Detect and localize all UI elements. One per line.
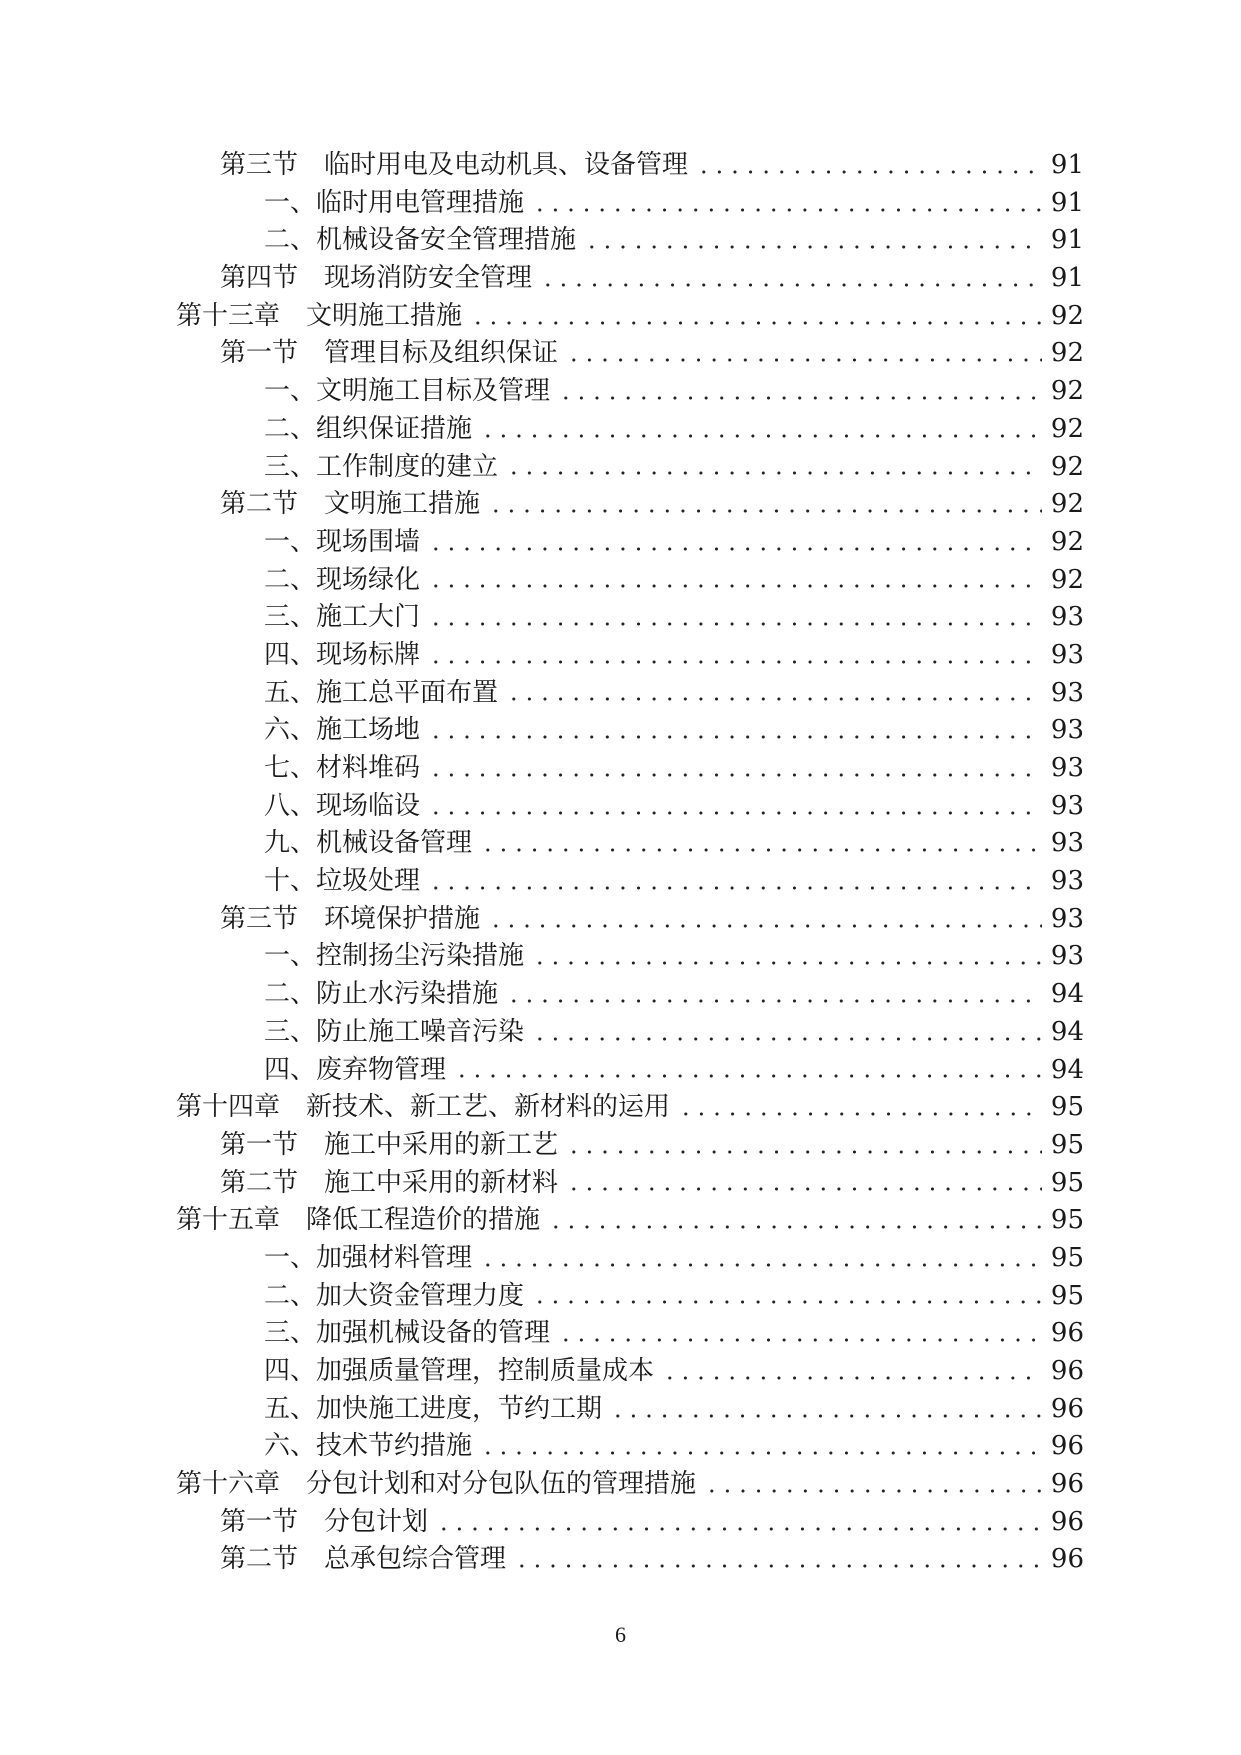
toc-entry[interactable] — [0, 599, 1241, 637]
toc-entry-page: 92 — [1050, 451, 1084, 482]
toc-entry-page: 95 — [1050, 1205, 1084, 1236]
toc-entry-page: 95 — [1050, 1280, 1084, 1311]
toc-entry-page: 96 — [1050, 1506, 1084, 1537]
toc-entry-label: 二、 — [264, 564, 317, 595]
toc-entry-label: 三、 — [264, 602, 317, 633]
toc-entry-title: 加强材料管理 — [316, 1242, 473, 1273]
toc-entry[interactable] — [0, 1353, 1241, 1391]
toc-entry-page: 93 — [1050, 790, 1084, 821]
toc-entry-title: 文明施工目标及管理 — [316, 376, 551, 407]
toc-entry-label: 七、 — [264, 753, 317, 783]
toc-entry-page: 95 — [1050, 1242, 1084, 1273]
toc-entry-page: 96 — [1050, 1431, 1084, 1462]
toc-entry-title: 控制扬尘污染措施 — [316, 941, 525, 972]
toc-entry[interactable] — [0, 222, 1241, 260]
toc-entry-title: 工作制度的建立 — [316, 451, 499, 482]
dot-leader — [480, 1263, 1042, 1267]
dot-leader — [480, 848, 1042, 852]
toc-entry-page: 93 — [1050, 715, 1084, 746]
toc-entry-page: 92 — [1050, 413, 1084, 444]
toc-entry-label: 一、 — [264, 941, 317, 972]
toc-entry-title: 降低工程造价的措施 — [306, 1205, 541, 1236]
toc-entry-title: 防止施工噪音污染 — [316, 1016, 525, 1047]
toc-entry-label: 四、 — [264, 1356, 317, 1386]
toc-entry-label: 五、 — [264, 677, 317, 708]
dot-leader — [436, 1527, 1042, 1531]
toc-entry-label: 八、 — [264, 790, 317, 821]
toc-entry-page: 95 — [1050, 1092, 1084, 1123]
toc-entry-title: 组织保证措施 — [316, 413, 473, 444]
toc-entry-label: 二、 — [264, 1280, 317, 1311]
toc-entry-page: 96 — [1050, 1469, 1084, 1500]
dot-leader — [428, 660, 1042, 664]
toc-entry-label: 一、 — [264, 376, 317, 407]
dot-leader — [558, 1338, 1042, 1342]
toc-entry-title: 现场标牌 — [316, 639, 421, 670]
toc-entry[interactable] — [0, 1541, 1241, 1579]
toc-entry-label: 第一节 — [220, 1129, 299, 1160]
toc-entry-title: 总承包综合管理 — [324, 1544, 507, 1575]
dot-leader — [454, 1074, 1042, 1078]
toc-entry-page: 94 — [1050, 1054, 1084, 1085]
toc-entry[interactable] — [0, 260, 1241, 298]
toc-entry-page: 93 — [1050, 828, 1084, 859]
table-of-contents — [0, 147, 1241, 1579]
dot-leader — [696, 170, 1042, 174]
toc-entry[interactable] — [0, 788, 1241, 826]
toc-entry[interactable] — [0, 1165, 1241, 1203]
dot-leader — [532, 208, 1042, 212]
toc-entry-label: 第一节 — [220, 338, 299, 369]
dot-leader — [548, 1225, 1042, 1229]
toc-entry[interactable] — [0, 411, 1241, 449]
toc-entry-page: 93 — [1050, 602, 1084, 633]
dot-leader — [428, 811, 1042, 815]
dot-leader — [514, 1564, 1042, 1568]
toc-entry-title: 废弃物管理 — [316, 1054, 447, 1085]
toc-entry-label: 三、 — [264, 1016, 317, 1047]
toc-entry-title: 现场临设 — [316, 790, 421, 821]
toc-entry[interactable] — [0, 1391, 1241, 1429]
toc-entry-title: 垃圾处理 — [316, 866, 421, 897]
toc-entry-label: 三、 — [264, 1318, 317, 1349]
toc-entry[interactable] — [0, 1504, 1241, 1542]
dot-leader — [506, 999, 1042, 1003]
toc-entry-page: 92 — [1050, 300, 1084, 331]
dot-leader — [532, 1300, 1042, 1304]
toc-entry[interactable] — [0, 637, 1241, 675]
toc-entry-title: 加强机械设备的管理 — [316, 1318, 551, 1349]
toc-entry[interactable] — [0, 750, 1241, 788]
toc-entry-title: 新技术、新工艺、新材料的运用 — [306, 1092, 671, 1123]
dot-leader — [428, 622, 1042, 626]
dot-leader — [506, 697, 1042, 701]
toc-entry[interactable] — [0, 449, 1241, 487]
toc-entry[interactable] — [0, 976, 1241, 1014]
toc-entry-title: 技术节约措施 — [316, 1431, 473, 1462]
dot-leader — [480, 1451, 1042, 1455]
toc-entry-title: 加快施工进度，节约工期 — [316, 1393, 603, 1424]
toc-entry-title: 文明施工措施 — [324, 489, 481, 520]
toc-entry[interactable] — [0, 524, 1241, 562]
toc-entry-label: 六、 — [264, 715, 317, 746]
dot-leader — [584, 245, 1042, 249]
toc-entry-label: 第三节 — [220, 903, 299, 934]
toc-entry[interactable] — [0, 863, 1241, 901]
toc-entry-label: 第一节 — [220, 1506, 299, 1537]
toc-entry-label: 第二节 — [220, 1167, 299, 1198]
toc-entry-page: 96 — [1050, 1544, 1084, 1575]
dot-leader — [428, 773, 1042, 777]
toc-entry-label: 六、 — [264, 1431, 317, 1462]
toc-entry-label: 一、 — [264, 1242, 317, 1273]
toc-entry[interactable] — [0, 1278, 1241, 1316]
dot-leader — [488, 924, 1042, 928]
dot-leader — [470, 321, 1042, 325]
toc-entry-label: 第十六章 — [176, 1469, 281, 1500]
toc-entry-title: 文明施工措施 — [306, 300, 463, 331]
toc-entry-label: 二、 — [264, 413, 317, 444]
toc-entry[interactable] — [0, 373, 1241, 411]
toc-entry-page: 96 — [1050, 1356, 1084, 1386]
toc-entry-title: 施工场地 — [316, 715, 421, 746]
toc-entry-title: 现场围墙 — [316, 526, 421, 557]
toc-entry-title: 施工中采用的新工艺 — [324, 1129, 559, 1160]
toc-entry-label: 第二节 — [220, 489, 299, 520]
toc-entry-page: 96 — [1050, 1318, 1084, 1349]
toc-entry-page: 93 — [1050, 677, 1084, 708]
dot-leader — [532, 961, 1042, 965]
toc-entry-title: 施工大门 — [316, 602, 421, 633]
toc-entry-title: 施工中采用的新材料 — [324, 1167, 559, 1198]
dot-leader — [566, 358, 1042, 362]
toc-entry-label: 第十四章 — [176, 1092, 281, 1123]
toc-entry-page: 92 — [1050, 338, 1084, 369]
dot-leader — [566, 1150, 1042, 1154]
toc-entry[interactable] — [0, 1052, 1241, 1090]
toc-entry-title: 加大资金管理力度 — [316, 1280, 525, 1311]
toc-entry-page: 92 — [1050, 376, 1084, 407]
toc-entry-title: 临时用电管理措施 — [316, 187, 525, 218]
toc-entry-title: 环境保护措施 — [324, 903, 481, 934]
toc-entry-title: 施工总平面布置 — [316, 677, 499, 708]
toc-entry[interactable] — [0, 562, 1241, 600]
toc-entry-title: 分包计划和对分包队伍的管理措施 — [306, 1469, 697, 1500]
toc-entry-page: 91 — [1050, 187, 1084, 218]
toc-entry-title: 管理目标及组织保证 — [324, 338, 559, 369]
dot-leader — [428, 547, 1042, 551]
toc-entry[interactable] — [0, 712, 1241, 750]
page-number: 6 — [615, 1622, 626, 1647]
toc-entry-label: 二、 — [264, 225, 317, 256]
toc-entry[interactable] — [0, 1428, 1241, 1466]
dot-leader — [428, 886, 1042, 890]
dot-leader — [704, 1489, 1042, 1493]
toc-entry-title: 分包计划 — [324, 1506, 429, 1537]
toc-entry-title: 现场消防安全管理 — [324, 263, 533, 294]
dot-leader — [428, 735, 1042, 739]
toc-entry[interactable] — [0, 1127, 1241, 1165]
toc-entry-page: 93 — [1050, 639, 1084, 670]
toc-entry[interactable] — [0, 185, 1241, 223]
dot-leader — [566, 1187, 1042, 1191]
dot-leader — [610, 1414, 1042, 1418]
toc-entry-title: 加强质量管理，控制质量成本 — [316, 1356, 655, 1386]
toc-entry-page: 95 — [1050, 1167, 1084, 1198]
toc-entry-page: 92 — [1050, 526, 1084, 557]
toc-entry-label: 四、 — [264, 639, 317, 670]
toc-entry-label: 三、 — [264, 451, 317, 482]
toc-entry-label: 第三节 — [220, 150, 299, 180]
toc-entry-page: 93 — [1050, 903, 1084, 934]
dot-leader — [678, 1112, 1042, 1116]
toc-entry-title: 材料堆码 — [316, 753, 421, 783]
toc-entry-label: 一、 — [264, 187, 317, 218]
dot-leader — [540, 283, 1042, 287]
toc-entry-page: 91 — [1050, 263, 1084, 294]
dot-leader — [662, 1376, 1042, 1380]
toc-entry-label: 五、 — [264, 1393, 317, 1424]
toc-entry-page: 96 — [1050, 1393, 1084, 1424]
toc-entry[interactable] — [0, 298, 1241, 336]
dot-leader — [558, 396, 1042, 400]
dot-leader — [428, 584, 1042, 588]
toc-entry-label: 第十五章 — [176, 1205, 281, 1236]
toc-entry[interactable] — [0, 901, 1241, 939]
toc-entry-label: 十、 — [264, 866, 317, 897]
toc-entry-page: 94 — [1050, 1016, 1084, 1047]
toc-entry-page: 93 — [1050, 941, 1084, 972]
toc-entry-page: 93 — [1050, 753, 1084, 783]
toc-entry-page: 95 — [1050, 1129, 1084, 1160]
toc-entry-page: 91 — [1050, 225, 1084, 256]
toc-entry-title: 机械设备安全管理措施 — [316, 225, 577, 256]
dot-leader — [506, 471, 1042, 475]
toc-entry[interactable] — [0, 1466, 1241, 1504]
toc-entry[interactable] — [0, 1089, 1241, 1127]
toc-entry-label: 二、 — [264, 979, 317, 1010]
toc-entry-page: 94 — [1050, 979, 1084, 1010]
toc-entry-page: 93 — [1050, 866, 1084, 897]
toc-entry-title: 防止水污染措施 — [316, 979, 499, 1010]
toc-entry[interactable] — [0, 825, 1241, 863]
toc-entry[interactable] — [0, 938, 1241, 976]
toc-entry-page: 91 — [1050, 150, 1084, 180]
toc-entry[interactable] — [0, 1240, 1241, 1278]
toc-entry-label: 第二节 — [220, 1544, 299, 1575]
dot-leader — [532, 1037, 1042, 1041]
toc-entry-title: 现场绿化 — [316, 564, 421, 595]
toc-entry-page: 92 — [1050, 489, 1084, 520]
toc-entry[interactable] — [0, 335, 1241, 373]
toc-entry-label: 九、 — [264, 828, 317, 859]
toc-entry-title: 临时用电及电动机具、设备管理 — [324, 150, 689, 180]
toc-entry-label: 四、 — [264, 1054, 317, 1085]
toc-entry[interactable] — [0, 147, 1241, 185]
toc-entry[interactable] — [0, 1315, 1241, 1353]
toc-entry-label: 一、 — [264, 526, 317, 557]
toc-entry-label: 第十三章 — [176, 300, 281, 331]
toc-entry[interactable] — [0, 1014, 1241, 1052]
toc-entry[interactable] — [0, 1202, 1241, 1240]
toc-entry-title: 机械设备管理 — [316, 828, 473, 859]
dot-leader — [480, 434, 1042, 438]
toc-entry[interactable] — [0, 486, 1241, 524]
toc-entry-label: 第四节 — [220, 263, 299, 294]
toc-entry-page: 92 — [1050, 564, 1084, 595]
toc-entry[interactable] — [0, 675, 1241, 713]
dot-leader — [488, 509, 1042, 513]
